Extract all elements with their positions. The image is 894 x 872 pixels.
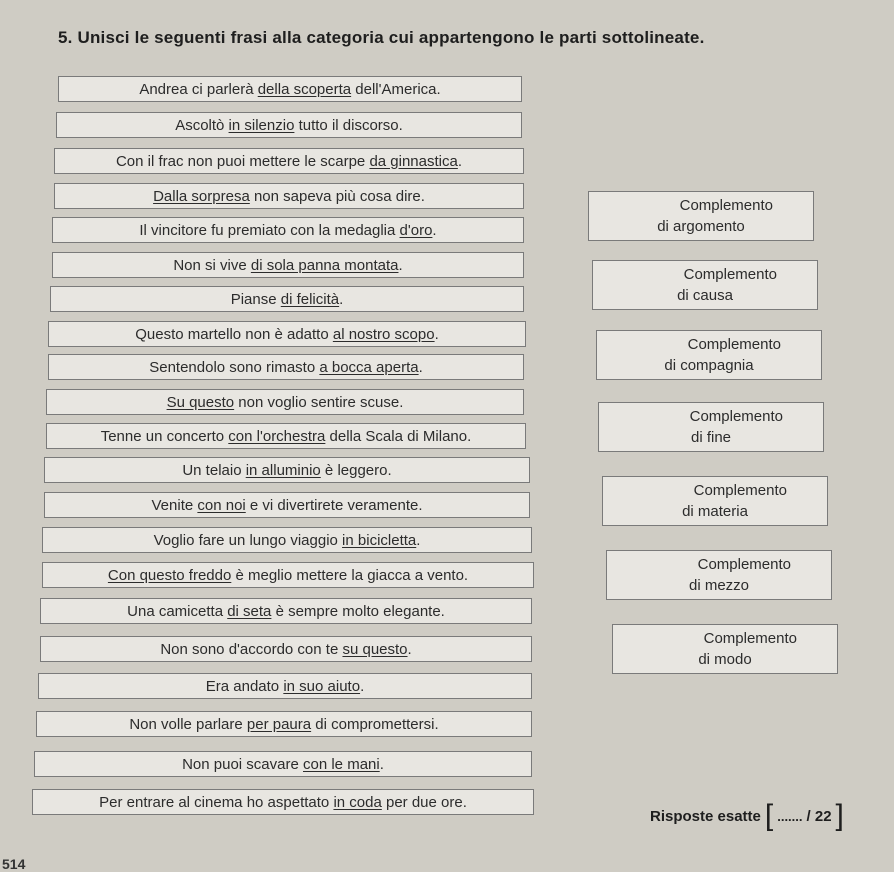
underlined-part: con noi	[197, 496, 246, 514]
left-bracket: [	[764, 799, 774, 832]
category-label-line1: Complemento	[689, 408, 783, 425]
category-label-line1: Complemento	[687, 336, 781, 353]
underlined-part: in suo aiuto	[283, 677, 361, 695]
sentence-text: Voglio fare un lungo viaggio	[153, 531, 343, 549]
category-label-line1: Complemento	[697, 556, 791, 573]
sentence-text: .	[379, 755, 384, 773]
underlined-part: di sola panna montata	[250, 256, 399, 274]
category-box[interactable]	[596, 330, 822, 380]
sentence-text: Non volle parlare	[129, 715, 247, 733]
sentence-box[interactable]	[36, 711, 532, 737]
sentence-box[interactable]	[58, 76, 522, 102]
sentence-text: e vi divertirete veramente.	[245, 496, 423, 514]
sentence-text: Andrea ci parlerà	[139, 80, 258, 98]
sentence-text: Non puoi scavare	[182, 755, 303, 773]
sentence-text: Tenne un concerto	[100, 427, 229, 445]
sentence-box[interactable]	[46, 389, 524, 415]
sentence-box[interactable]	[40, 598, 532, 624]
underlined-part: in coda	[333, 793, 382, 811]
sentence-box[interactable]	[46, 423, 526, 449]
sentence-text: Un telaio	[182, 461, 246, 479]
sentence-text: .	[398, 256, 403, 274]
sentence-box[interactable]	[34, 751, 532, 777]
underlined-part: in alluminio	[245, 461, 321, 479]
page-number: 514	[2, 856, 26, 872]
sentence-text: per due ore.	[381, 793, 467, 811]
sentence-box[interactable]	[48, 354, 524, 380]
underlined-part: della scoperta	[257, 80, 352, 98]
category-label-line2: di compagnia	[664, 357, 754, 374]
sentence-box[interactable]	[56, 112, 522, 138]
underlined-part: di felicità	[280, 290, 340, 308]
underlined-part: in bicicletta	[342, 531, 417, 549]
sentence-text: Era andato	[205, 677, 284, 695]
sentence-box[interactable]	[42, 527, 532, 553]
underlined-part: da ginnastica	[369, 152, 458, 170]
sentence-text: .	[434, 325, 439, 343]
underlined-part: Con questo freddo	[107, 566, 232, 584]
underlined-part: Dalla sorpresa	[153, 187, 250, 205]
underlined-part: in silenzio	[228, 116, 295, 134]
sentence-box[interactable]	[32, 789, 534, 815]
score-blank[interactable]: .......	[777, 808, 803, 824]
category-box[interactable]	[588, 191, 814, 241]
score-area	[650, 799, 848, 832]
right-bracket: ]	[835, 799, 844, 832]
sentence-text: è sempre molto elegante.	[271, 602, 445, 620]
underlined-part: al nostro scopo	[332, 325, 435, 343]
category-label-line1: Complemento	[703, 630, 797, 647]
underlined-part: di seta	[227, 602, 272, 620]
sentence-text: non voglio sentire scuse.	[234, 393, 404, 411]
sentence-box[interactable]	[42, 562, 534, 588]
sentence-text: Pianse	[230, 290, 281, 308]
exercise-title: 5. Unisci le seguenti frasi alla categoria cui appartengono le parti sottolineate.	[58, 28, 705, 47]
sentence-text: Il vincitore fu premiato con la medaglia	[139, 221, 400, 239]
sentence-text: dell'America.	[351, 80, 441, 98]
sentence-text: .	[432, 221, 437, 239]
underlined-part: d'oro	[399, 221, 433, 239]
sentence-box[interactable]	[54, 183, 524, 209]
category-box[interactable]	[612, 624, 838, 674]
category-label-line1: Complemento	[693, 482, 787, 499]
sentence-text: non sapeva più cosa dire.	[249, 187, 425, 205]
sentence-text: Non si vive	[173, 256, 251, 274]
sentence-text: della Scala di Milano.	[325, 427, 472, 445]
category-label-line2: di mezzo	[688, 577, 750, 594]
category-label-line2: di argomento	[657, 218, 745, 235]
sentence-box[interactable]	[48, 321, 526, 347]
category-label-line2: di fine	[690, 429, 732, 446]
sentence-text: .	[418, 358, 423, 376]
sentence-box[interactable]	[52, 252, 524, 278]
sentence-text: è meglio mettere la giacca a vento.	[231, 566, 469, 584]
category-label-line1: Complemento	[679, 197, 773, 214]
sentence-text: Venite	[151, 496, 198, 514]
category-label-line1: Complemento	[683, 266, 777, 283]
category-box[interactable]	[602, 476, 828, 526]
sentence-box[interactable]	[44, 457, 530, 483]
score-total: / 22	[806, 807, 832, 825]
sentence-box[interactable]	[54, 148, 524, 174]
sentence-box[interactable]	[44, 492, 530, 518]
underlined-part: Su questo	[166, 393, 235, 411]
sentence-text: Non sono d'accordo con te	[160, 640, 343, 658]
underlined-part: su questo	[342, 640, 408, 658]
sentence-box[interactable]	[38, 673, 532, 699]
sentence-box[interactable]	[52, 217, 524, 243]
sentence-text: .	[407, 640, 412, 658]
category-label-line2: di materia	[682, 503, 748, 520]
sentence-text: Sentendolo sono rimasto	[149, 358, 320, 376]
sentence-text: .	[339, 290, 344, 308]
underlined-part: con l'orchestra	[228, 427, 326, 445]
underlined-part: con le mani	[303, 755, 380, 773]
category-label-line2: di modo	[698, 651, 752, 668]
sentence-text: è leggero.	[320, 461, 392, 479]
category-box[interactable]	[606, 550, 832, 600]
category-box[interactable]	[598, 402, 824, 452]
sentence-text: Con il frac non puoi mettere le scarpe	[115, 152, 370, 170]
category-label-line2: di causa	[677, 287, 733, 304]
sentence-text: .	[360, 677, 365, 695]
sentence-text: tutto il discorso.	[294, 116, 403, 134]
sentence-text: Ascoltò	[175, 116, 229, 134]
sentence-box[interactable]	[40, 636, 532, 662]
sentence-text: Per entrare al cinema ho aspettato	[99, 793, 334, 811]
score-label: Risposte esatte	[650, 807, 761, 825]
sentence-text: .	[457, 152, 463, 170]
category-box[interactable]	[592, 260, 818, 310]
sentence-text: Una camicetta	[127, 602, 228, 620]
sentence-text: Questo martello non è adatto	[135, 325, 333, 343]
underlined-part: a bocca aperta	[319, 358, 419, 376]
sentence-box[interactable]	[50, 286, 524, 312]
underlined-part: per paura	[246, 715, 312, 733]
sentence-text: .	[416, 531, 421, 549]
sentence-text: di compromettersi.	[311, 715, 439, 733]
